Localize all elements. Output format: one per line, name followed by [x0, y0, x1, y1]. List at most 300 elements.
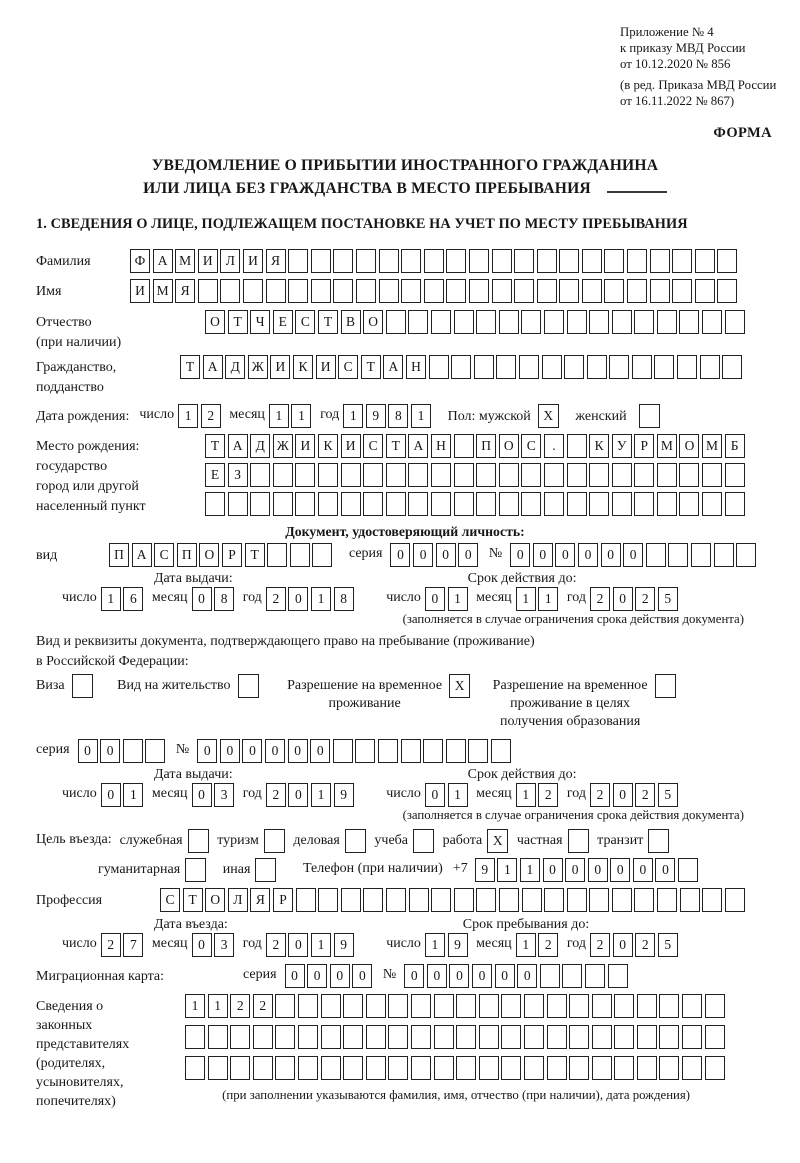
char-cell[interactable]: Р [273, 888, 293, 912]
char-cell[interactable]: С [160, 888, 180, 912]
char-cell[interactable]: 1 [448, 587, 468, 611]
char-cell[interactable]: Т [205, 434, 225, 458]
char-cell[interactable] [408, 492, 428, 516]
char-cell[interactable] [521, 310, 541, 334]
char-cell[interactable] [295, 492, 315, 516]
char-cell[interactable] [659, 1056, 679, 1080]
char-cell[interactable] [514, 249, 534, 273]
char-cell[interactable] [318, 463, 338, 487]
char-cell[interactable] [567, 888, 587, 912]
char-cell[interactable]: О [205, 888, 225, 912]
char-cell[interactable]: 1 [185, 994, 205, 1018]
char-cell[interactable] [454, 310, 474, 334]
char-cell[interactable]: 1 [269, 404, 289, 428]
char-cell[interactable] [479, 994, 499, 1018]
char-cell[interactable] [220, 279, 240, 303]
char-cell[interactable] [363, 463, 383, 487]
char-cell[interactable] [609, 355, 629, 379]
char-cell[interactable] [469, 249, 489, 273]
char-cell[interactable]: 0 [458, 543, 478, 567]
char-cell[interactable]: 2 [201, 404, 221, 428]
char-cell[interactable]: Т [386, 434, 406, 458]
private-checkbox[interactable] [568, 829, 589, 853]
char-cell[interactable] [604, 279, 624, 303]
char-cell[interactable]: 2 [590, 783, 610, 807]
char-cell[interactable] [253, 1056, 273, 1080]
char-cell[interactable]: 2 [101, 933, 121, 957]
char-cell[interactable] [612, 888, 632, 912]
char-cell[interactable] [542, 355, 562, 379]
char-cell[interactable] [657, 310, 677, 334]
char-cell[interactable] [474, 355, 494, 379]
char-cell[interactable] [705, 1025, 725, 1049]
char-cell[interactable]: 0 [655, 858, 675, 882]
char-cell[interactable]: Я [266, 249, 286, 273]
char-cell[interactable]: Л [220, 249, 240, 273]
char-cell[interactable]: 2 [590, 587, 610, 611]
char-cell[interactable]: 0 [390, 543, 410, 567]
char-cell[interactable]: Д [225, 355, 245, 379]
char-cell[interactable] [582, 249, 602, 273]
char-cell[interactable]: 9 [366, 404, 386, 428]
char-cell[interactable] [446, 249, 466, 273]
char-cell[interactable] [627, 279, 647, 303]
char-cell[interactable] [409, 888, 429, 912]
study-checkbox[interactable] [413, 829, 434, 853]
char-cell[interactable] [208, 1025, 228, 1049]
char-cell[interactable] [562, 964, 582, 988]
char-cell[interactable]: А [383, 355, 403, 379]
char-cell[interactable] [298, 1056, 318, 1080]
char-cell[interactable] [672, 249, 692, 273]
char-cell[interactable] [198, 279, 218, 303]
char-cell[interactable]: 0 [285, 964, 305, 988]
char-cell[interactable] [454, 434, 474, 458]
char-cell[interactable]: И [243, 249, 263, 273]
char-cell[interactable]: 5 [658, 933, 678, 957]
char-cell[interactable] [659, 1025, 679, 1049]
char-cell[interactable]: М [175, 249, 195, 273]
char-cell[interactable]: 0 [265, 739, 285, 763]
char-cell[interactable] [388, 994, 408, 1018]
char-cell[interactable] [695, 249, 715, 273]
char-cell[interactable]: И [295, 434, 315, 458]
char-cell[interactable] [524, 1056, 544, 1080]
char-cell[interactable] [123, 739, 143, 763]
char-cell[interactable] [657, 463, 677, 487]
char-cell[interactable] [429, 355, 449, 379]
char-cell[interactable]: . [544, 434, 564, 458]
char-cell[interactable]: 9 [334, 783, 354, 807]
char-cell[interactable]: 0 [78, 739, 98, 763]
char-cell[interactable]: 0 [555, 543, 575, 567]
char-cell[interactable] [654, 355, 674, 379]
char-cell[interactable] [479, 1025, 499, 1049]
char-cell[interactable] [356, 279, 376, 303]
char-cell[interactable]: 0 [310, 739, 330, 763]
char-cell[interactable] [678, 858, 698, 882]
char-cell[interactable]: Т [318, 310, 338, 334]
char-cell[interactable]: С [521, 434, 541, 458]
char-cell[interactable] [424, 249, 444, 273]
char-cell[interactable]: 6 [123, 587, 143, 611]
char-cell[interactable] [355, 739, 375, 763]
char-cell[interactable] [592, 1056, 612, 1080]
char-cell[interactable] [250, 492, 270, 516]
char-cell[interactable] [386, 492, 406, 516]
char-cell[interactable]: 0 [613, 783, 633, 807]
char-cell[interactable] [592, 1025, 612, 1049]
char-cell[interactable] [627, 249, 647, 273]
char-cell[interactable]: 2 [266, 587, 286, 611]
char-cell[interactable] [312, 543, 332, 567]
char-cell[interactable]: 1 [208, 994, 228, 1018]
char-cell[interactable] [499, 888, 519, 912]
char-cell[interactable] [499, 492, 519, 516]
char-cell[interactable]: 5 [658, 587, 678, 611]
char-cell[interactable]: 0 [543, 858, 563, 882]
char-cell[interactable]: 0 [601, 543, 621, 567]
char-cell[interactable] [634, 463, 654, 487]
char-cell[interactable] [614, 1025, 634, 1049]
char-cell[interactable] [476, 492, 496, 516]
char-cell[interactable]: 9 [475, 858, 495, 882]
char-cell[interactable]: В [341, 310, 361, 334]
char-cell[interactable]: Т [183, 888, 203, 912]
char-cell[interactable] [298, 1025, 318, 1049]
char-cell[interactable] [544, 310, 564, 334]
char-cell[interactable]: 0 [517, 964, 537, 988]
char-cell[interactable] [401, 279, 421, 303]
char-cell[interactable] [366, 1025, 386, 1049]
char-cell[interactable] [468, 739, 488, 763]
char-cell[interactable] [379, 249, 399, 273]
char-cell[interactable] [431, 492, 451, 516]
char-cell[interactable] [604, 249, 624, 273]
char-cell[interactable]: И [198, 249, 218, 273]
char-cell[interactable] [589, 310, 609, 334]
char-cell[interactable]: 0 [413, 543, 433, 567]
char-cell[interactable] [695, 279, 715, 303]
char-cell[interactable] [499, 310, 519, 334]
char-cell[interactable]: Т [361, 355, 381, 379]
char-cell[interactable] [567, 463, 587, 487]
char-cell[interactable]: Д [250, 434, 270, 458]
char-cell[interactable]: 0 [100, 739, 120, 763]
char-cell[interactable] [682, 1025, 702, 1049]
char-cell[interactable] [496, 355, 516, 379]
char-cell[interactable]: 0 [533, 543, 553, 567]
char-cell[interactable] [672, 279, 692, 303]
char-cell[interactable] [298, 994, 318, 1018]
char-cell[interactable] [650, 249, 670, 273]
char-cell[interactable]: Л [228, 888, 248, 912]
char-cell[interactable] [677, 355, 697, 379]
char-cell[interactable]: 1 [101, 587, 121, 611]
char-cell[interactable] [273, 492, 293, 516]
char-cell[interactable] [725, 310, 745, 334]
temp-permit-checkbox[interactable]: X [449, 674, 470, 698]
char-cell[interactable] [537, 249, 557, 273]
char-cell[interactable] [700, 355, 720, 379]
sex-male-checkbox[interactable]: X [538, 404, 559, 428]
char-cell[interactable] [378, 739, 398, 763]
char-cell[interactable] [679, 310, 699, 334]
char-cell[interactable]: 1 [311, 933, 331, 957]
char-cell[interactable] [544, 888, 564, 912]
char-cell[interactable] [714, 543, 734, 567]
char-cell[interactable] [682, 994, 702, 1018]
char-cell[interactable]: 1 [516, 933, 536, 957]
char-cell[interactable]: 0 [288, 587, 308, 611]
char-cell[interactable]: У [612, 434, 632, 458]
char-cell[interactable]: Е [273, 310, 293, 334]
char-cell[interactable]: 2 [266, 933, 286, 957]
char-cell[interactable]: 3 [214, 933, 234, 957]
char-cell[interactable] [446, 739, 466, 763]
char-cell[interactable]: С [338, 355, 358, 379]
char-cell[interactable]: А [153, 249, 173, 273]
char-cell[interactable] [333, 739, 353, 763]
char-cell[interactable]: 0 [288, 783, 308, 807]
char-cell[interactable] [476, 888, 496, 912]
char-cell[interactable]: 0 [495, 964, 515, 988]
char-cell[interactable]: 0 [242, 739, 262, 763]
char-cell[interactable]: 0 [220, 739, 240, 763]
char-cell[interactable]: М [153, 279, 173, 303]
char-cell[interactable] [717, 249, 737, 273]
char-cell[interactable]: 1 [343, 404, 363, 428]
char-cell[interactable]: 2 [266, 783, 286, 807]
char-cell[interactable] [456, 994, 476, 1018]
char-cell[interactable] [343, 994, 363, 1018]
char-cell[interactable]: 0 [192, 933, 212, 957]
char-cell[interactable]: Б [725, 434, 745, 458]
char-cell[interactable]: И [130, 279, 150, 303]
char-cell[interactable] [275, 1056, 295, 1080]
char-cell[interactable]: Т [180, 355, 200, 379]
char-cell[interactable]: С [154, 543, 174, 567]
char-cell[interactable]: О [679, 434, 699, 458]
official-checkbox[interactable] [188, 829, 209, 853]
char-cell[interactable]: О [199, 543, 219, 567]
tourism-checkbox[interactable] [264, 829, 285, 853]
char-cell[interactable] [612, 463, 632, 487]
char-cell[interactable] [386, 888, 406, 912]
char-cell[interactable]: 8 [214, 587, 234, 611]
char-cell[interactable] [408, 310, 428, 334]
char-cell[interactable] [434, 994, 454, 1018]
char-cell[interactable] [311, 249, 331, 273]
char-cell[interactable]: Р [222, 543, 242, 567]
char-cell[interactable]: П [177, 543, 197, 567]
char-cell[interactable]: 0 [472, 964, 492, 988]
char-cell[interactable]: 1 [411, 404, 431, 428]
char-cell[interactable] [705, 994, 725, 1018]
char-cell[interactable] [567, 434, 587, 458]
char-cell[interactable] [702, 463, 722, 487]
char-cell[interactable] [725, 888, 745, 912]
char-cell[interactable]: Т [245, 543, 265, 567]
char-cell[interactable]: А [132, 543, 152, 567]
char-cell[interactable] [275, 994, 295, 1018]
char-cell[interactable] [492, 279, 512, 303]
char-cell[interactable]: 1 [291, 404, 311, 428]
char-cell[interactable] [522, 888, 542, 912]
char-cell[interactable]: 1 [516, 783, 536, 807]
char-cell[interactable] [612, 310, 632, 334]
char-cell[interactable] [469, 279, 489, 303]
char-cell[interactable]: 9 [448, 933, 468, 957]
char-cell[interactable]: Я [175, 279, 195, 303]
char-cell[interactable]: И [341, 434, 361, 458]
char-cell[interactable]: А [203, 355, 223, 379]
char-cell[interactable] [585, 964, 605, 988]
char-cell[interactable]: 0 [197, 739, 217, 763]
char-cell[interactable] [343, 1056, 363, 1080]
char-cell[interactable]: К [318, 434, 338, 458]
char-cell[interactable] [705, 1056, 725, 1080]
char-cell[interactable] [524, 1025, 544, 1049]
char-cell[interactable] [691, 543, 711, 567]
char-cell[interactable] [341, 888, 361, 912]
char-cell[interactable] [476, 463, 496, 487]
char-cell[interactable]: 0 [330, 964, 350, 988]
char-cell[interactable] [614, 1056, 634, 1080]
char-cell[interactable] [333, 249, 353, 273]
char-cell[interactable]: 2 [635, 587, 655, 611]
char-cell[interactable] [388, 1025, 408, 1049]
char-cell[interactable]: 0 [610, 858, 630, 882]
char-cell[interactable]: 0 [427, 964, 447, 988]
char-cell[interactable]: Ж [273, 434, 293, 458]
char-cell[interactable]: 0 [633, 858, 653, 882]
char-cell[interactable] [725, 463, 745, 487]
char-cell[interactable] [559, 249, 579, 273]
char-cell[interactable] [356, 249, 376, 273]
char-cell[interactable] [267, 543, 287, 567]
char-cell[interactable]: 0 [510, 543, 530, 567]
char-cell[interactable]: Н [431, 434, 451, 458]
char-cell[interactable]: 1 [425, 933, 445, 957]
char-cell[interactable]: 0 [288, 739, 308, 763]
char-cell[interactable]: 0 [192, 587, 212, 611]
char-cell[interactable] [386, 310, 406, 334]
char-cell[interactable] [205, 492, 225, 516]
char-cell[interactable]: 1 [538, 587, 558, 611]
char-cell[interactable] [657, 888, 677, 912]
transit-checkbox[interactable] [648, 829, 669, 853]
char-cell[interactable] [717, 279, 737, 303]
char-cell[interactable]: 0 [613, 933, 633, 957]
char-cell[interactable] [401, 249, 421, 273]
char-cell[interactable]: К [589, 434, 609, 458]
residence-permit-checkbox[interactable] [238, 674, 259, 698]
char-cell[interactable] [632, 355, 652, 379]
char-cell[interactable] [288, 249, 308, 273]
char-cell[interactable] [290, 543, 310, 567]
char-cell[interactable] [431, 463, 451, 487]
char-cell[interactable] [401, 739, 421, 763]
char-cell[interactable] [519, 355, 539, 379]
char-cell[interactable] [589, 888, 609, 912]
char-cell[interactable]: Я [250, 888, 270, 912]
char-cell[interactable] [250, 463, 270, 487]
char-cell[interactable]: З [228, 463, 248, 487]
char-cell[interactable] [456, 1025, 476, 1049]
char-cell[interactable] [702, 310, 722, 334]
char-cell[interactable]: Т [228, 310, 248, 334]
char-cell[interactable] [680, 888, 700, 912]
char-cell[interactable] [524, 994, 544, 1018]
char-cell[interactable] [386, 463, 406, 487]
char-cell[interactable] [431, 888, 451, 912]
char-cell[interactable] [424, 279, 444, 303]
char-cell[interactable]: Ж [248, 355, 268, 379]
char-cell[interactable] [379, 279, 399, 303]
char-cell[interactable]: 7 [123, 933, 143, 957]
char-cell[interactable]: О [363, 310, 383, 334]
char-cell[interactable] [388, 1056, 408, 1080]
char-cell[interactable] [434, 1056, 454, 1080]
char-cell[interactable]: 0 [101, 783, 121, 807]
char-cell[interactable]: 1 [516, 587, 536, 611]
char-cell[interactable]: 1 [178, 404, 198, 428]
char-cell[interactable] [411, 1056, 431, 1080]
char-cell[interactable]: 2 [590, 933, 610, 957]
char-cell[interactable]: 0 [436, 543, 456, 567]
char-cell[interactable] [431, 310, 451, 334]
char-cell[interactable] [253, 1025, 273, 1049]
char-cell[interactable]: С [363, 434, 383, 458]
char-cell[interactable] [634, 492, 654, 516]
char-cell[interactable]: 8 [388, 404, 408, 428]
char-cell[interactable] [185, 1056, 205, 1080]
char-cell[interactable] [668, 543, 688, 567]
char-cell[interactable]: 3 [214, 783, 234, 807]
char-cell[interactable]: Р [634, 434, 654, 458]
char-cell[interactable]: 1 [497, 858, 517, 882]
char-cell[interactable] [501, 1025, 521, 1049]
char-cell[interactable]: И [316, 355, 336, 379]
char-cell[interactable]: 8 [334, 587, 354, 611]
char-cell[interactable]: Е [205, 463, 225, 487]
char-cell[interactable] [408, 463, 428, 487]
char-cell[interactable] [514, 279, 534, 303]
char-cell[interactable] [702, 492, 722, 516]
char-cell[interactable]: 1 [311, 783, 331, 807]
char-cell[interactable]: 0 [288, 933, 308, 957]
char-cell[interactable]: 2 [538, 933, 558, 957]
char-cell[interactable]: Ф [130, 249, 150, 273]
char-cell[interactable] [537, 279, 557, 303]
char-cell[interactable] [637, 1056, 657, 1080]
char-cell[interactable]: 1 [123, 783, 143, 807]
char-cell[interactable]: 2 [635, 933, 655, 957]
char-cell[interactable] [544, 463, 564, 487]
char-cell[interactable]: 0 [613, 587, 633, 611]
char-cell[interactable] [321, 1025, 341, 1049]
char-cell[interactable]: 2 [230, 994, 250, 1018]
char-cell[interactable] [273, 463, 293, 487]
char-cell[interactable]: 0 [565, 858, 585, 882]
char-cell[interactable]: М [702, 434, 722, 458]
char-cell[interactable] [564, 355, 584, 379]
char-cell[interactable] [230, 1025, 250, 1049]
char-cell[interactable] [333, 279, 353, 303]
char-cell[interactable] [479, 1056, 499, 1080]
char-cell[interactable] [318, 492, 338, 516]
